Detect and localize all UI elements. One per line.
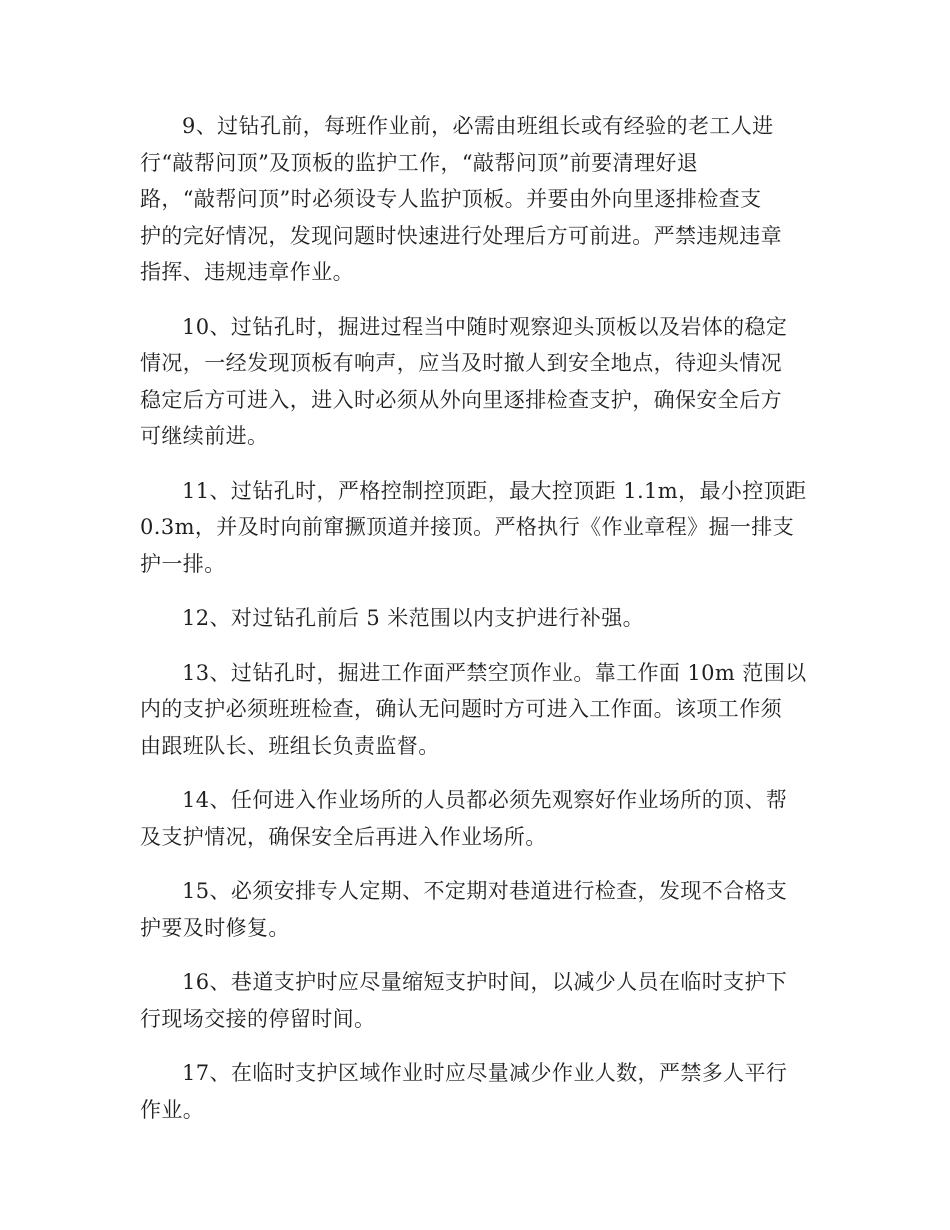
paragraph-line: 护的完好情况，发现问题时快速进行处理后方可前进。严禁违规违章 — [140, 223, 782, 248]
paragraph-line: 内的支护必须班班检查，确认无问题时方可进入工作面。该项工作须 — [140, 697, 782, 721]
document-page — [140, 108, 807, 1128]
paragraph-line: 情况，一经发现顶板有响声，应当及时撤人到安全地点，待迎头情况 — [140, 351, 782, 375]
paragraph-14 — [140, 782, 800, 855]
paragraph-9 — [140, 108, 800, 291]
paragraph-line: 可继续前进。 — [140, 424, 269, 448]
paragraph-line: 16、巷道支护时应尽量缩短支护时间，以减少人员在临时支护下 — [182, 970, 788, 994]
paragraph-17 — [140, 1055, 800, 1128]
paragraph-line: 0.3m，并及时向前窜撅顶道并接顶。严格执行《作业章程》掘一排支 — [140, 515, 795, 539]
paragraph-line: 11、过钻孔时，严格控制控顶距，最大控顶距 1.1m，最小控顶距 — [182, 478, 807, 503]
paragraph-line: 行现场交接的停留时间。 — [140, 1006, 376, 1031]
paragraph-line: 护一排。 — [140, 551, 226, 576]
paragraph-line: 13、过钻孔时，掘进工作面严禁空顶作业。靠工作面 10m 范围以 — [182, 660, 807, 685]
paragraph-line: 15、必须安排专人定期、不定期对巷道进行检查，发现不合格支 — [182, 879, 788, 903]
paragraph-line: 指挥、违规违章作业。 — [140, 260, 354, 284]
paragraph-10 — [140, 309, 800, 455]
paragraph-line: 护要及时修复。 — [140, 915, 290, 940]
paragraph-13 — [140, 655, 807, 765]
paragraph-line: 行“敲帮问顶”及顶板的监护工作，“敲帮问顶”前要清理好退 — [140, 150, 699, 175]
paragraph-line: 路，“敲帮问顶”时必须设专人监护顶板。并要由外向里逐排检查支 — [140, 187, 762, 211]
paragraph-11 — [140, 473, 807, 583]
paragraph-line: 稳定后方可进入，进入时必须从外向里逐排检查支护，确保安全后方 — [140, 387, 782, 412]
paragraph-line: 作业。 — [140, 1097, 205, 1122]
paragraph-line: 由跟班队长、班组长负责监督。 — [140, 733, 440, 758]
paragraph-line: 17、在临时支护区域作业时应尽量减少作业人数，严禁多人平行 — [182, 1061, 788, 1085]
paragraph-line: 9、过钻孔前，每班作业前，必需由班组长或有经验的老工人进 — [182, 114, 774, 138]
paragraph-line: 及支护情况，确保安全后再进入作业场所。 — [140, 824, 547, 849]
paragraph-line: 12、对过钻孔前后 5 米范围以内支护进行补强。 — [182, 606, 645, 630]
paragraph-15 — [140, 873, 800, 946]
paragraph-line: 10、过钻孔时，掘进过程当中随时观察迎头顶板以及岩体的稳定 — [182, 314, 788, 339]
paragraph-line: 14、任何进入作业场所的人员都必须先观察好作业场所的顶、帮 — [182, 788, 788, 812]
paragraph-12 — [140, 600, 800, 637]
paragraph-16 — [140, 964, 800, 1037]
